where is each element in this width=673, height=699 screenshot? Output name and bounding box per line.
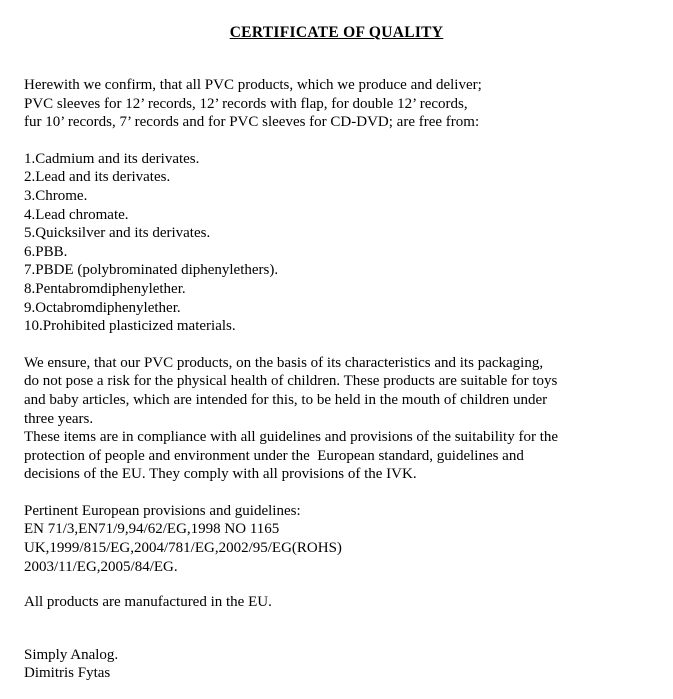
compliance-line-3: decisions of the EU. They comply with all provisions of the IVK. xyxy=(24,466,417,483)
intro-line-3: fur 10’ records, 7’ records and for PVC sleeves for CD-DVD; are free from: xyxy=(24,114,480,131)
document-body xyxy=(24,76,649,683)
assurance-line-4: three years. xyxy=(24,410,94,427)
intro-paragraph xyxy=(24,76,649,132)
list-item: 10.Prohibited plasticized materials. xyxy=(24,318,236,335)
list-item: 5.Quicksilver and its derivates. xyxy=(24,225,211,242)
page-title: CERTIFICATE OF QUALITY xyxy=(229,24,444,41)
list-item: 7.PBDE (polybrominated diphenylethers). xyxy=(24,262,279,279)
provisions-heading: Pertinent European provisions and guidelines: xyxy=(24,502,301,519)
intro-line-1: Herewith we confirm, that all PVC products, which we produce and deliver; xyxy=(24,77,482,93)
divider-space-1 xyxy=(24,132,649,150)
assurance-line-1: We ensure, that our PVC products, on the basis of its characteristics and its packaging, xyxy=(24,354,544,371)
provisions-paragraph xyxy=(24,502,649,576)
compliance-paragraph xyxy=(24,428,649,484)
divider-space-2 xyxy=(24,336,649,354)
assurance-line-3: and baby articles, which are intended for this, to be held in the mouth of children under xyxy=(24,391,548,408)
list-item: 8.Pentabromdiphenylether. xyxy=(24,280,186,297)
list-item: 2.Lead and its derivates. xyxy=(24,169,171,186)
assurance-paragraph xyxy=(24,354,649,428)
list-item: 9.Octabromdiphenylether. xyxy=(24,299,181,316)
list-item: 4.Lead chromate. xyxy=(24,206,129,223)
divider-space-3 xyxy=(24,484,649,502)
signature-name: Dimitris Fytas xyxy=(24,665,111,682)
signature-block xyxy=(24,646,649,683)
provisions-line-1: EN 71/3,EN71/9,94/62/EG,1998 NO 1165 xyxy=(24,521,280,538)
substances-list xyxy=(24,150,649,336)
provisions-line-2: UK,1999/815/EG,2004/781/EG,2002/95/EG(ROHS) xyxy=(24,540,342,557)
intro-line-2: PVC sleeves for 12’ records, 12’ records with flap, for double 12’ records, xyxy=(24,95,468,112)
compliance-line-1: These items are in compliance with all guidelines and provisions of the suitability for the xyxy=(24,429,559,446)
divider-space-4 xyxy=(24,576,649,593)
list-item: 1.Cadmium and its derivates. xyxy=(24,150,200,167)
list-item: 3.Chrome. xyxy=(24,187,88,204)
provisions-line-3: 2003/11/EG,2005/84/EG. xyxy=(24,558,178,575)
manufacture-note: All products are manufactured in the EU. xyxy=(24,594,272,611)
assurance-line-2: do not pose a risk for the physical health of children. These products are suitable for toys xyxy=(24,373,558,390)
compliance-line-2: protection of people and environment under the European standard, guidelines and xyxy=(24,447,524,464)
list-item: 6.PBB. xyxy=(24,243,68,260)
signature-company: Simply Analog. xyxy=(24,646,119,663)
